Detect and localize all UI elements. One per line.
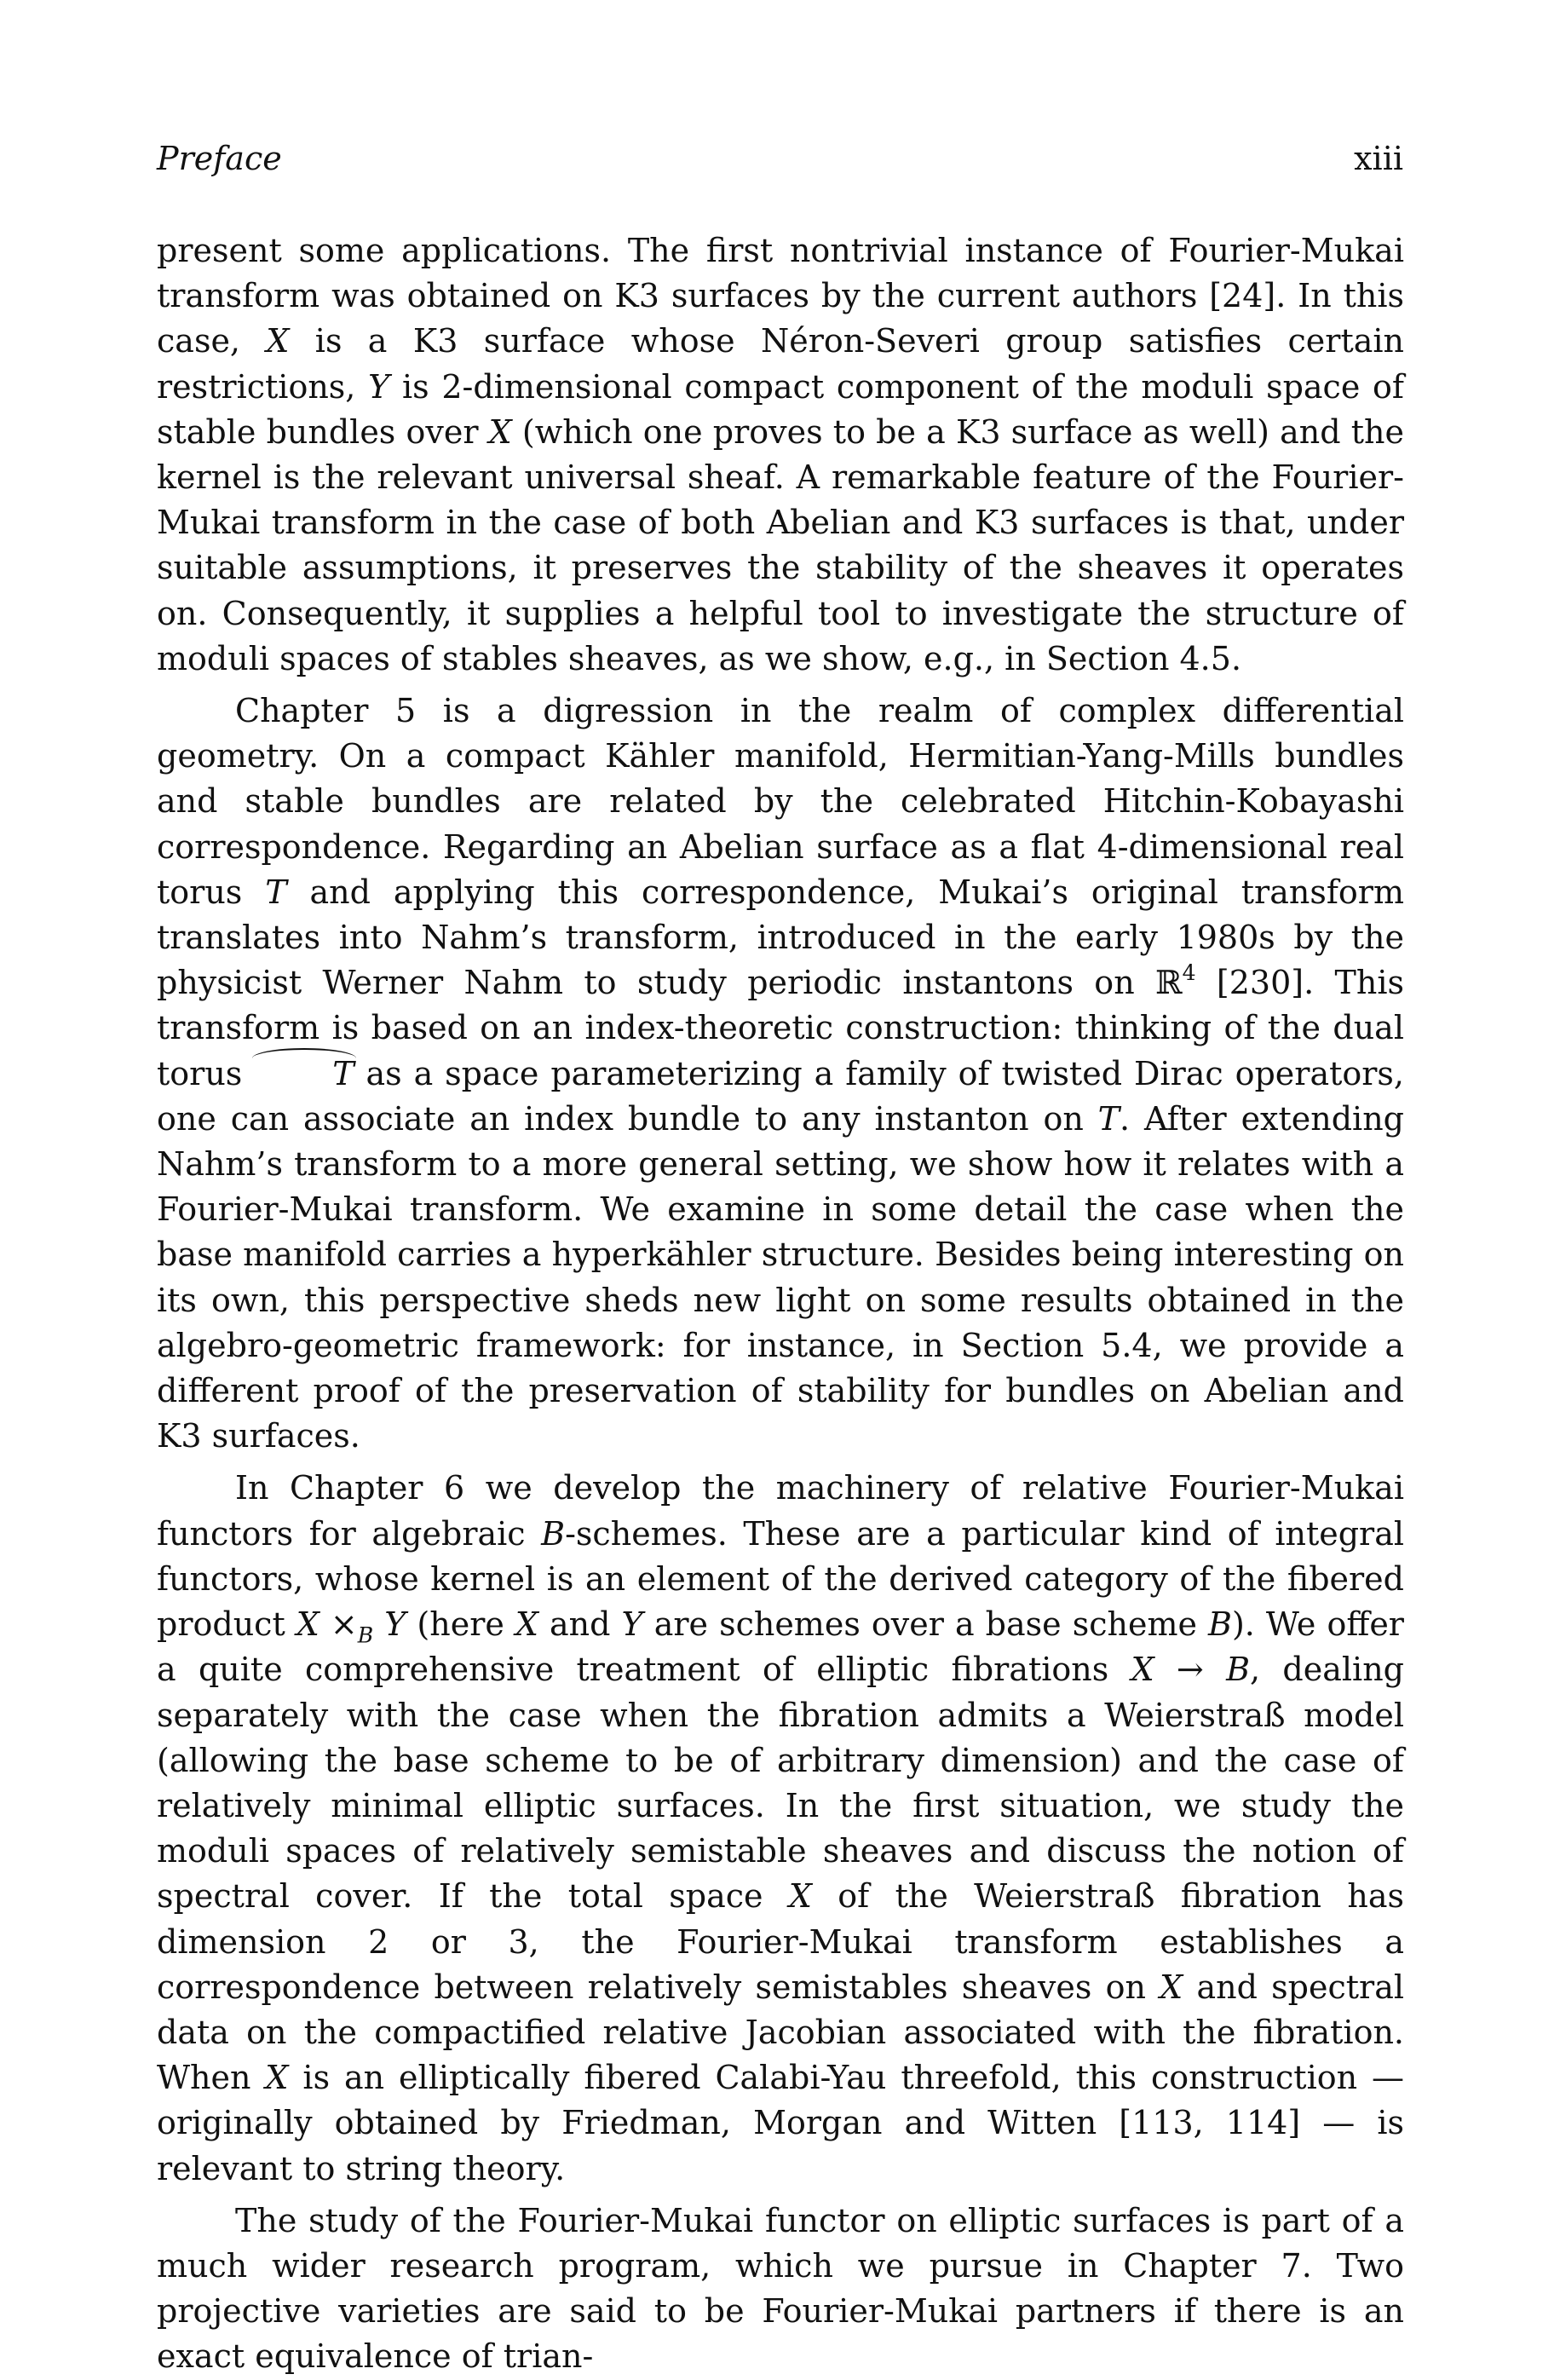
running-head	[157, 135, 1403, 182]
page-number: xiii	[1354, 140, 1403, 177]
paragraph-1: present some applications. The first nontrivial instance of Fourier-Mukai transform was obtained on K3 surfaces by the current authors [24]. In this case, X is a K3 surface whose Néron-Severi group satisfies certain restrictions, Y is 2-dimensional compact component of the moduli space of stable bundles over X (which one proves to be a K3 surface as well) and the kernel is the relevant universal sheaf. A remarkable feature of the Fourier-Mukai transform in the case of both Abelian and K3 surfaces is that, under suitable assumptions, it preserves the stability of the sheaves it operates on. Consequently, it supplies a helpful tool to investigate the structure of moduli spaces of stables sheaves, as we show, e.g., in Section 4.5.	[157, 232, 1404, 677]
body-text	[157, 228, 1404, 2380]
paragraph-3: In Chapter 6 we develop the machinery of relative Fourier-Mukai functors for algebraic B-schemes. These are a particular kind of integral functors, whose kernel is an element of the derived category of the fibered product $X \times_B$ Y (here X and Y are schemes over a base scheme B). We offer a quite comprehensive treatment of elliptic fibrations X → B, dealing separately with the case when the fibration admits a Weierstraß model (allowing the base scheme to be of arbitrary dimension) and the case of relatively minimal elliptic surfaces. In the first situation, we study the moduli spaces of relatively semistable sheaves and discuss the notion of spectral cover. If the total space X of the Weierstraß fibration has dimension 2 or 3, the Fourier-Mukai transform establishes a correspondence between relatively semistables sheaves on X and spectral data on the compactified relative Jacobian associated with the fibration. When X is an elliptically fibered Calabi-Yau threefold, this construction — originally obtained by Friedman, Morgan and Witten [113, 114] — is relevant to string theory.	[157, 1469, 1405, 2187]
running-head-title: Preface	[157, 140, 282, 177]
paragraph-2: Chapter 5 is a digression in the realm of complex differential geometry. On a compact Kähler manifold, Hermitian-Yang-Mills bundles and stable bundles are related by the celebrated Hitchin-Kobayashi correspondence. Regarding an Abelian surface as a flat 4-dimensional real torus T and applying this correspondence, Mukai’s original transform translates into Nahm’s transform, introduced in the early 1980s by the physicist Werner Nahm to study periodic instantons on ℝ$^4$ [230]. This transform is based on an index-theoretic construction: thinking of the dual torus T as a space parameterizing a family of twisted Dirac operators, one can associate an index bundle to any instanton on T. After extending Nahm’s transform to a more general setting, we show how it relates with a Fourier-Mukai transform. We examine in some detail the case when the base manifold carries a hyperkähler structure. Besides being interesting on its own, this perspective sheds new light on some results obtained in the algebro-geometric framework: for instance, in Section 5.4, we provide a different proof of the preservation of stability for bundles on Abelian and K3 surfaces.	[157, 692, 1405, 1455]
paragraph-4: The study of the Fourier-Mukai functor on elliptic surfaces is part of a much wider research program, which we pursue in Chapter 7. Two projective varieties are said to be Fourier-Mukai partners if there is an exact equivalence of trian-	[157, 2201, 1404, 2376]
